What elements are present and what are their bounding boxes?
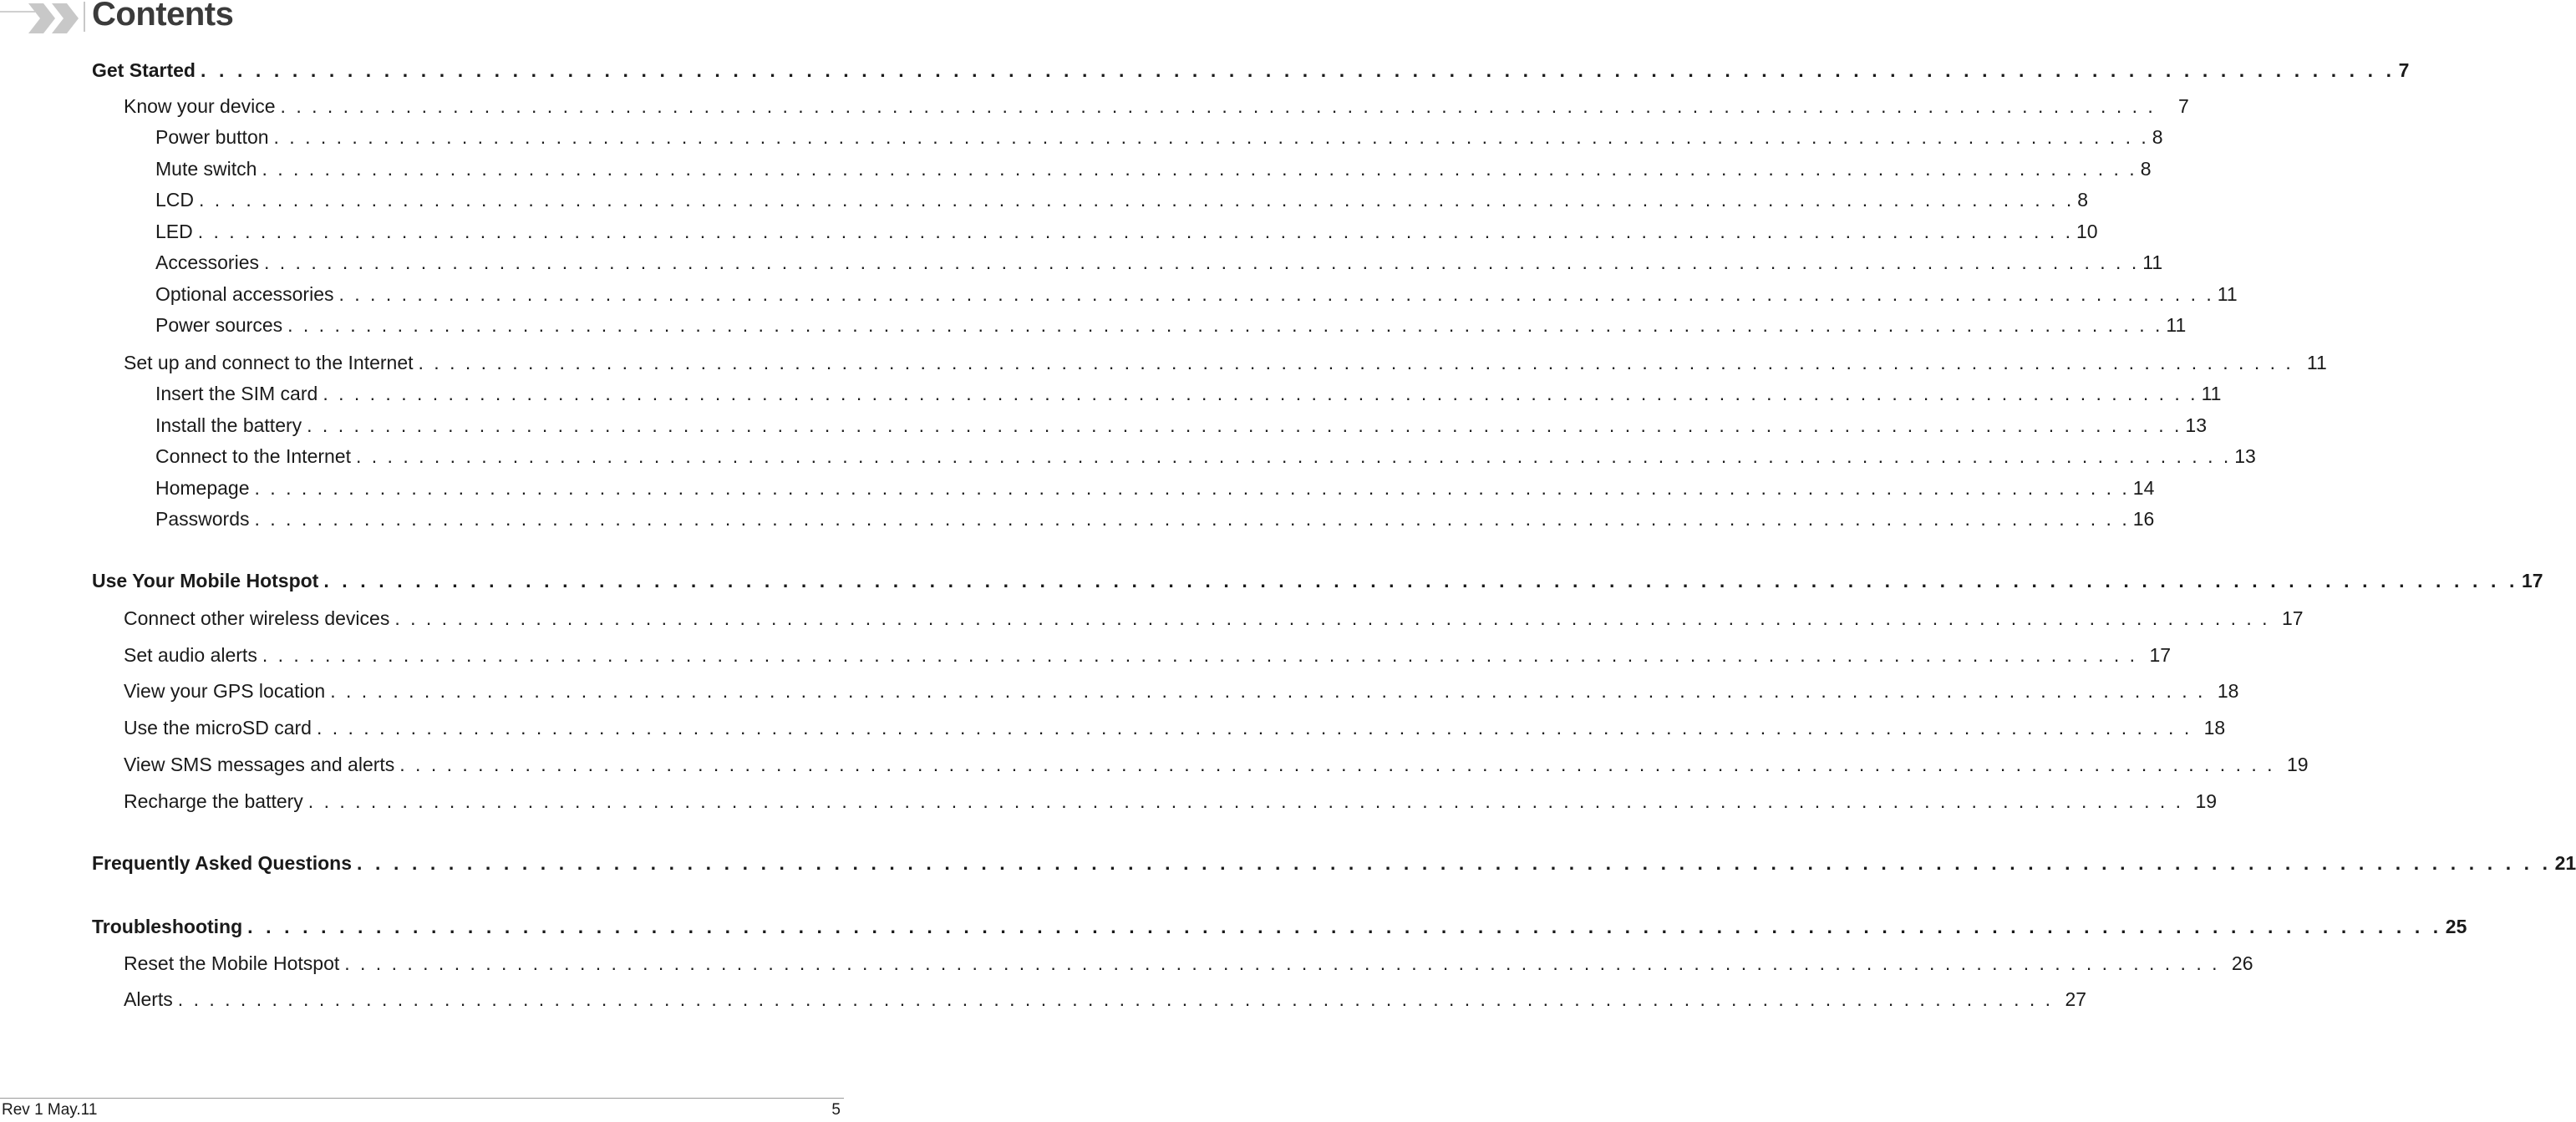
toc-leader-dots: . . . . . . . . . . . . . . . . . . . . . . . . . . . . . . . . . . . . . . . . . . . . . . . . . . . . . . . . . . . . . . . . . . . . . . . . . . . . . . . . . . . . . . . . . . . . . . . . . . . . . . . . . . . . . . . . . . . . . . . . xyxy=(357,852,2552,874)
toc-entry-level-2[interactable] xyxy=(124,606,2304,631)
toc-entry-level-3[interactable] xyxy=(155,381,2222,406)
toc-leader-dots: . . . . . . . . . . . . . . . . . . . . . . . . . . . . . . . . . . . . . . . . . . . . . . . . . . . . . . . . . . . . . . . . . . . . . . . . . . . . . . . . . . . . . . . . . . . . . . . . . . . . . . . . . . . . . . . . . . . . . . . . xyxy=(200,59,2396,81)
toc-leader-dots: . . . . . . . . . . . . . . . . . . . . . . . . . . . . . . . . . . . . . . . . . . . . . . . . . . . . . . . . . . . . . . . . . . . . . . . . . . . . . . . . . . . . . . . . . . . . . . . . . . . . . . . . . . . . . . . . . . . . . . . . xyxy=(273,126,2149,148)
toc-page-number: 11 xyxy=(2217,283,2238,305)
toc-page-number: 27 xyxy=(2065,988,2087,1010)
toc-page-number: 7 xyxy=(2398,59,2410,81)
toc-page-number: 17 xyxy=(2281,607,2304,629)
toc-leader-dots: . . . . . . . . . . . . . . . . . . . . . . . . . . . . . . . . . . . . . . . . . . . . . . . . . . . . . . . . . . . . . . . . . . . . . . . . . . . . . . . . . . . . . . . . . . . . . . . . . . . . . . . . . . . . . . . . . . . . . . . . xyxy=(280,95,2156,117)
toc-leader-dots: . . . . . . . . . . . . . . . . . . . . . . . . . . . . . . . . . . . . . . . . . . . . . . . . . . . . . . . . . . . . . . . . . . . . . . . . . . . . . . . . . . . . . . . . . . . . . . . . . . . . . . . . . . . . . . . . . . . . . . . . xyxy=(262,158,2137,180)
toc-entry-level-3[interactable] xyxy=(155,413,2207,438)
toc-leader-dots: . . . . . . . . . . . . . . . . . . . . . . . . . . . . . . . . . . . . . . . . . . . . . . . . . . . . . . . . . . . . . . . . . . . . . . . . . . . . . . . . . . . . . . . . . . . . . . . . . . . . . . . . . . . . . . . . . . . . . . . . xyxy=(323,570,2518,591)
toc-entry-level-2[interactable] xyxy=(124,642,2172,668)
toc-page-number: 8 xyxy=(2077,189,2089,211)
toc-entry-title: Reset the Mobile Hotspot xyxy=(124,952,340,974)
toc-entry-title: Recharge the battery xyxy=(124,790,303,812)
toc-leader-dots: . . . . . . . . . . . . . . . . . . . . . . . . . . . . . . . . . . . . . . . . . . . . . . . . . . . . . . . . . . . . . . . . . . . . . . . . . . . . . . . . . . . . . . . . . . . . . . . . . . . . . . . . . . . . . . . . . . . . . . . . xyxy=(287,314,2163,336)
toc-entry-level-2[interactable] xyxy=(124,350,2327,375)
toc-leader-dots: . . . . . . . . . . . . . . . . . . . . . . . . . . . . . . . . . . . . . . . . . . . . . . . . . . . . . . . . . . . . . . . . . . . . . . . . . . . . . . . . . . . . . . . . . . . . . . . . . . . . . . . . . . . . . . . . . . . . . . . . xyxy=(316,717,2192,739)
toc-page-number: 11 xyxy=(2142,251,2163,273)
toc-entry-title: View your GPS location xyxy=(124,680,326,702)
toc-page-number: 11 xyxy=(2166,314,2187,336)
toc-page-number: 21 xyxy=(2554,852,2576,874)
toc-entry-level-1[interactable] xyxy=(92,568,2543,593)
toc-leader-dots: . . . . . . . . . . . . . . . . . . . . . . . . . . . . . . . . . . . . . . . . . . . . . . . . . . . . . . . . . . . . . . . . . . . . . . . . . . . . . . . . . . . . . . . . . . . . . . . . . . . . . . . . . . . . . . . . . . . . . . . . xyxy=(330,680,2206,702)
toc-entry-title: Troubleshooting xyxy=(92,916,243,937)
toc-entry-title: Insert the SIM card xyxy=(155,383,318,404)
toc-leader-dots: . . . . . . . . . . . . . . . . . . . . . . . . . . . . . . . . . . . . . . . . . . . . . . . . . . . . . . . . . . . . . . . . . . . . . . . . . . . . . . . . . . . . . . . . . . . . . . . . . . . . . . . . . . . . . . . . . . . . . . . . xyxy=(399,754,2275,775)
toc-leader-dots: . . . . . . . . . . . . . . . . . . . . . . . . . . . . . . . . . . . . . . . . . . . . . . . . . . . . . . . . . . . . . . . . . . . . . . . . . . . . . . . . . . . . . . . . . . . . . . . . . . . . . . . . . . . . . . . . . . . . . . . . xyxy=(197,221,2073,242)
toc-entry-level-2[interactable] xyxy=(124,752,2309,777)
toc-leader-dots: . . . . . . . . . . . . . . . . . . . . . . . . . . . . . . . . . . . . . . . . . . . . . . . . . . . . . . . . . . . . . . . . . . . . . . . . . . . . . . . . . . . . . . . . . . . . . . . . . . . . . . . . . . . . . . . . . . . . . . . . xyxy=(323,383,2198,404)
toc-leader-dots: . . . . . . . . . . . . . . . . . . . . . . . . . . . . . . . . . . . . . . . . . . . . . . . . . . . . . . . . . . . . . . . . . . . . . . . . . . . . . . . . . . . . . . . . . . . . . . . . . . . . . . . . . . . . . . . . . . . . . . . . xyxy=(338,283,2214,305)
page-title: Contents xyxy=(92,0,234,33)
toc-leader-dots: . . . . . . . . . . . . . . . . . . . . . . . . . . . . . . . . . . . . . . . . . . . . . . . . . . . . . . . . . . . . . . . . . . . . . . . . . . . . . . . . . . . . . . . . . . . . . . . . . . . . . . . . . . . . . . . . . . . . . . . . xyxy=(394,607,2270,629)
toc-entry-level-3[interactable] xyxy=(155,124,2163,150)
toc-entry-level-2[interactable] xyxy=(124,94,2189,119)
toc-entry-level-3[interactable] xyxy=(155,187,2089,212)
toc-entry-level-3[interactable] xyxy=(155,506,2155,531)
toc-entry-title: Power sources xyxy=(155,314,283,336)
toc-entry-level-3[interactable] xyxy=(155,282,2238,307)
toc-entry-title: Alerts xyxy=(124,988,173,1010)
toc-leader-dots: . . . . . . . . . . . . . . . . . . . . . . . . . . . . . . . . . . . . . . . . . . . . . . . . . . . . . . . . . . . . . . . . . . . . . . . . . . . . . . . . . . . . . . . . . . . . . . . . . . . . . . . . . . . . . . . . . . . . . . . . xyxy=(307,790,2184,812)
toc-page-number: 8 xyxy=(2152,126,2163,148)
toc-entry-level-2[interactable] xyxy=(124,951,2253,976)
toc-page-number: 18 xyxy=(2203,717,2226,739)
toc-page-number: 26 xyxy=(2231,952,2253,974)
toc-entry-title: Connect other wireless devices xyxy=(124,607,390,629)
toc-page-number: 11 xyxy=(2306,352,2327,373)
toc-page-number: 10 xyxy=(2076,221,2098,242)
toc-entry-title: Know your device xyxy=(124,95,276,117)
toc-entry-level-3[interactable] xyxy=(155,444,2256,469)
toc-entry-title: Get Started xyxy=(92,59,196,81)
toc-page-number: 19 xyxy=(2195,790,2218,812)
toc-leader-dots: . . . . . . . . . . . . . . . . . . . . . . . . . . . . . . . . . . . . . . . . . . . . . . . . . . . . . . . . . . . . . . . . . . . . . . . . . . . . . . . . . . . . . . . . . . . . . . . . . . . . . . . . . . . . . . . . . . . . . . . . xyxy=(247,916,2442,937)
toc-leader-dots: . . . . . . . . . . . . . . . . . . . . . . . . . . . . . . . . . . . . . . . . . . . . . . . . . . . . . . . . . . . . . . . . . . . . . . . . . . . . . . . . . . . . . . . . . . . . . . . . . . . . . . . . . . . . . . . . . . . . . . . . xyxy=(254,508,2130,530)
toc-entry-title: Set up and connect to the Internet xyxy=(124,352,414,373)
toc-entry-title: LCD xyxy=(155,189,195,211)
footer-rule xyxy=(0,1098,844,1099)
toc-entry-level-1[interactable] xyxy=(92,914,2467,939)
toc-entry-title: Passwords xyxy=(155,508,250,530)
toc-entry-title: Optional accessories xyxy=(155,283,334,305)
toc-entry-title: Set audio alerts xyxy=(124,644,257,666)
toc-leader-dots: . . . . . . . . . . . . . . . . . . . . . . . . . . . . . . . . . . . . . . . . . . . . . . . . . . . . . . . . . . . . . . . . . . . . . . . . . . . . . . . . . . . . . . . . . . . . . . . . . . . . . . . . . . . . . . . . . . . . . . . . xyxy=(262,644,2138,666)
toc-entry-title: Connect to the Internet xyxy=(155,445,351,467)
toc-entry-title: Frequently Asked Questions xyxy=(92,852,352,874)
toc-leader-dots: . . . . . . . . . . . . . . . . . . . . . . . . . . . . . . . . . . . . . . . . . . . . . . . . . . . . . . . . . . . . . . . . . . . . . . . . . . . . . . . . . . . . . . . . . . . . . . . . . . . . . . . . . . . . . . . . . . . . . . . . xyxy=(199,189,2075,211)
toc-entry-title: Homepage xyxy=(155,477,250,499)
toc-entry-level-3[interactable] xyxy=(155,156,2152,181)
toc-page-number: 7 xyxy=(2178,95,2189,117)
toc-page-number: 17 xyxy=(2521,570,2543,591)
toc-page-number: 19 xyxy=(2286,754,2309,775)
toc-leader-dots: . . . . . . . . . . . . . . . . . . . . . . . . . . . . . . . . . . . . . . . . . . . . . . . . . . . . . . . . . . . . . . . . . . . . . . . . . . . . . . . . . . . . . . . . . . . . . . . . . . . . . . . . . . . . . . . . . . . . . . . . xyxy=(344,952,2220,974)
toc-entry-title: Power button xyxy=(155,126,269,148)
toc-leader-dots: . . . . . . . . . . . . . . . . . . . . . . . . . . . . . . . . . . . . . . . . . . . . . . . . . . . . . . . . . . . . . . . . . . . . . . . . . . . . . . . . . . . . . . . . . . . . . . . . . . . . . . . . . . . . . . . . . . . . . . . . xyxy=(307,414,2182,436)
toc-entry-level-1[interactable] xyxy=(92,58,2410,83)
toc-entry-title: View SMS messages and alerts xyxy=(124,754,395,775)
toc-page-number: 17 xyxy=(2149,644,2172,666)
toc-entry-level-3[interactable] xyxy=(155,250,2163,275)
toc-entry-level-2[interactable] xyxy=(124,987,2087,1012)
toc-page-number: 13 xyxy=(2234,445,2256,467)
toc-page-number: 25 xyxy=(2445,916,2467,937)
toc-entry-title: Use the microSD card xyxy=(124,717,312,739)
toc-entry-level-2[interactable] xyxy=(124,789,2218,814)
toc-entry-level-2[interactable] xyxy=(124,678,2239,703)
toc-page-number: 14 xyxy=(2132,477,2155,499)
toc-page-number: 16 xyxy=(2132,508,2155,530)
toc-page-number: 8 xyxy=(2140,158,2152,180)
toc-leader-dots: . . . . . . . . . . . . . . . . . . . . . . . . . . . . . . . . . . . . . . . . . . . . . . . . . . . . . . . . . . . . . . . . . . . . . . . . . . . . . . . . . . . . . . . . . . . . . . . . . . . . . . . . . . . . . . . . . . . . . . . . xyxy=(263,251,2140,273)
toc-page-number: 11 xyxy=(2201,383,2222,404)
toc-entry-title: Accessories xyxy=(155,251,259,273)
toc-entry-title: Install the battery xyxy=(155,414,302,436)
toc-leader-dots: . . . . . . . . . . . . . . . . . . . . . . . . . . . . . . . . . . . . . . . . . . . . . . . . . . . . . . . . . . . . . . . . . . . . . . . . . . . . . . . . . . . . . . . . . . . . . . . . . . . . . . . . . . . . . . . . . . . . . . . . xyxy=(356,445,2232,467)
toc-entry-level-1[interactable] xyxy=(92,850,2576,876)
toc-leader-dots: . . . . . . . . . . . . . . . . . . . . . . . . . . . . . . . . . . . . . . . . . . . . . . . . . . . . . . . . . . . . . . . . . . . . . . . . . . . . . . . . . . . . . . . . . . . . . . . . . . . . . . . . . . . . . . . . . . . . . . . . xyxy=(177,988,2054,1010)
toc-leader-dots: . . . . . . . . . . . . . . . . . . . . . . . . . . . . . . . . . . . . . . . . . . . . . . . . . . . . . . . . . . . . . . . . . . . . . . . . . . . . . . . . . . . . . . . . . . . . . . . . . . . . . . . . . . . . . . . . . . . . . . . . xyxy=(254,477,2130,499)
toc-leader-dots: . . . . . . . . . . . . . . . . . . . . . . . . . . . . . . . . . . . . . . . . . . . . . . . . . . . . . . . . . . . . . . . . . . . . . . . . . . . . . . . . . . . . . . . . . . . . . . . . . . . . . . . . . . . . . . . . . . . . . . . . xyxy=(418,352,2294,373)
toc-page-number: 18 xyxy=(2217,680,2239,702)
toc-entry-level-2[interactable] xyxy=(124,715,2226,740)
toc-page-number: 13 xyxy=(2185,414,2207,436)
toc-entry-level-3[interactable] xyxy=(155,312,2187,338)
toc-entry-level-3[interactable] xyxy=(155,219,2098,244)
toc-entry-title: Use Your Mobile Hotspot xyxy=(92,570,319,591)
toc-entry-title: LED xyxy=(155,221,193,242)
toc-entry-level-3[interactable] xyxy=(155,475,2155,500)
footer-revision: Rev 1 May.11 xyxy=(2,1101,98,1119)
footer-page-number: 5 xyxy=(831,1101,841,1119)
toc-entry-title: Mute switch xyxy=(155,158,257,180)
